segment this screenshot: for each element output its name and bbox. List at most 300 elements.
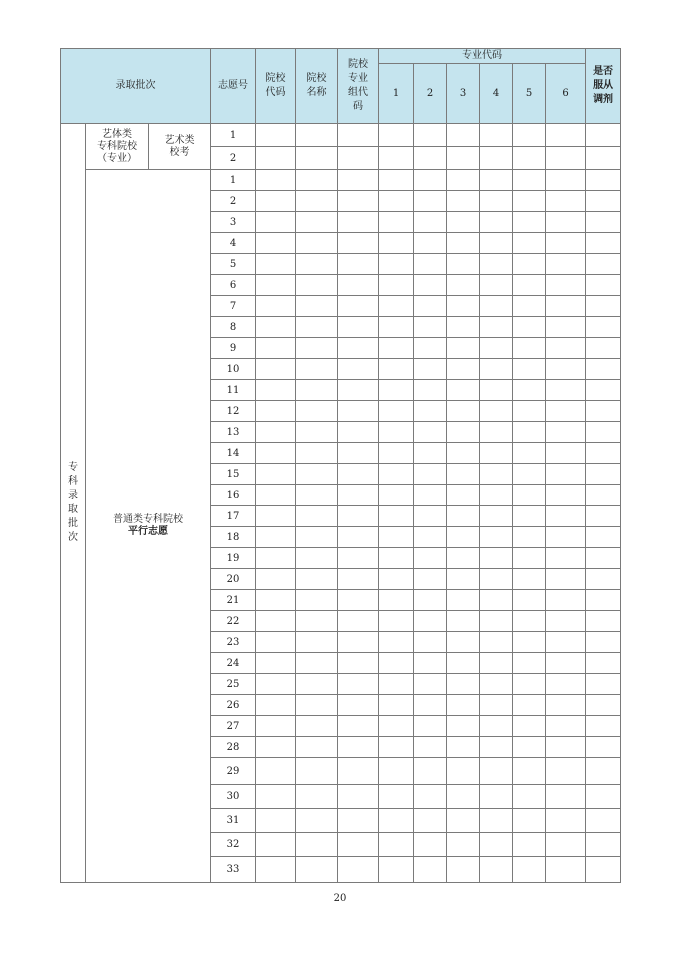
- entry-cell[interactable]: [414, 833, 447, 857]
- entry-cell[interactable]: [447, 716, 480, 737]
- entry-cell[interactable]: [447, 569, 480, 590]
- entry-cell[interactable]: [256, 359, 296, 380]
- entry-cell[interactable]: [447, 632, 480, 653]
- entry-cell[interactable]: [414, 632, 447, 653]
- entry-cell[interactable]: [414, 716, 447, 737]
- entry-cell[interactable]: [338, 170, 379, 191]
- entry-cell[interactable]: [586, 422, 621, 443]
- entry-cell[interactable]: [586, 147, 621, 170]
- entry-cell[interactable]: [513, 464, 546, 485]
- entry-cell[interactable]: [338, 464, 379, 485]
- entry-cell[interactable]: [414, 380, 447, 401]
- entry-cell[interactable]: [338, 338, 379, 359]
- entry-cell[interactable]: [447, 548, 480, 569]
- entry-cell[interactable]: [546, 506, 586, 527]
- entry-cell[interactable]: [513, 401, 546, 422]
- entry-cell[interactable]: [414, 191, 447, 212]
- entry-cell[interactable]: [513, 296, 546, 317]
- entry-cell[interactable]: [480, 674, 513, 695]
- entry-cell[interactable]: [586, 674, 621, 695]
- entry-cell[interactable]: [546, 254, 586, 275]
- entry-cell[interactable]: [546, 191, 586, 212]
- entry-cell[interactable]: [379, 170, 414, 191]
- entry-cell[interactable]: [480, 785, 513, 809]
- entry-cell[interactable]: [414, 422, 447, 443]
- entry-cell[interactable]: [480, 191, 513, 212]
- entry-cell[interactable]: [379, 506, 414, 527]
- entry-cell[interactable]: [338, 401, 379, 422]
- entry-cell[interactable]: [546, 833, 586, 857]
- entry-cell[interactable]: [447, 443, 480, 464]
- entry-cell[interactable]: [513, 695, 546, 716]
- entry-cell[interactable]: [338, 212, 379, 233]
- entry-cell[interactable]: [296, 506, 338, 527]
- entry-cell[interactable]: [447, 809, 480, 833]
- entry-cell[interactable]: [513, 611, 546, 632]
- entry-cell[interactable]: [256, 758, 296, 785]
- entry-cell[interactable]: [338, 275, 379, 296]
- entry-cell[interactable]: [379, 590, 414, 611]
- entry-cell[interactable]: [296, 212, 338, 233]
- entry-cell[interactable]: [546, 611, 586, 632]
- entry-cell[interactable]: [296, 716, 338, 737]
- entry-cell[interactable]: [338, 785, 379, 809]
- entry-cell[interactable]: [296, 443, 338, 464]
- entry-cell[interactable]: [513, 443, 546, 464]
- entry-cell[interactable]: [296, 464, 338, 485]
- entry-cell[interactable]: [296, 674, 338, 695]
- entry-cell[interactable]: [379, 233, 414, 254]
- entry-cell[interactable]: [256, 212, 296, 233]
- entry-cell[interactable]: [414, 233, 447, 254]
- entry-cell[interactable]: [513, 506, 546, 527]
- entry-cell[interactable]: [447, 338, 480, 359]
- entry-cell[interactable]: [338, 809, 379, 833]
- entry-cell[interactable]: [546, 857, 586, 883]
- entry-cell[interactable]: [586, 695, 621, 716]
- entry-cell[interactable]: [447, 833, 480, 857]
- entry-cell[interactable]: [414, 674, 447, 695]
- entry-cell[interactable]: [513, 632, 546, 653]
- entry-cell[interactable]: [480, 809, 513, 833]
- entry-cell[interactable]: [379, 401, 414, 422]
- entry-cell[interactable]: [338, 737, 379, 758]
- entry-cell[interactable]: [546, 359, 586, 380]
- entry-cell[interactable]: [414, 548, 447, 569]
- entry-cell[interactable]: [414, 443, 447, 464]
- entry-cell[interactable]: [379, 857, 414, 883]
- entry-cell[interactable]: [513, 422, 546, 443]
- entry-cell[interactable]: [256, 737, 296, 758]
- entry-cell[interactable]: [480, 716, 513, 737]
- entry-cell[interactable]: [447, 124, 480, 147]
- entry-cell[interactable]: [256, 653, 296, 674]
- entry-cell[interactable]: [447, 359, 480, 380]
- entry-cell[interactable]: [256, 695, 296, 716]
- entry-cell[interactable]: [546, 401, 586, 422]
- entry-cell[interactable]: [586, 401, 621, 422]
- entry-cell[interactable]: [586, 170, 621, 191]
- entry-cell[interactable]: [586, 527, 621, 548]
- entry-cell[interactable]: [586, 124, 621, 147]
- entry-cell[interactable]: [379, 695, 414, 716]
- entry-cell[interactable]: [447, 653, 480, 674]
- entry-cell[interactable]: [586, 857, 621, 883]
- entry-cell[interactable]: [256, 485, 296, 506]
- entry-cell[interactable]: [513, 716, 546, 737]
- entry-cell[interactable]: [480, 338, 513, 359]
- entry-cell[interactable]: [414, 485, 447, 506]
- entry-cell[interactable]: [513, 170, 546, 191]
- entry-cell[interactable]: [338, 317, 379, 338]
- entry-cell[interactable]: [296, 809, 338, 833]
- entry-cell[interactable]: [546, 653, 586, 674]
- entry-cell[interactable]: [296, 233, 338, 254]
- entry-cell[interactable]: [546, 485, 586, 506]
- entry-cell[interactable]: [513, 212, 546, 233]
- entry-cell[interactable]: [480, 548, 513, 569]
- entry-cell[interactable]: [586, 632, 621, 653]
- entry-cell[interactable]: [379, 548, 414, 569]
- entry-cell[interactable]: [256, 833, 296, 857]
- entry-cell[interactable]: [447, 296, 480, 317]
- entry-cell[interactable]: [513, 485, 546, 506]
- entry-cell[interactable]: [296, 338, 338, 359]
- entry-cell[interactable]: [586, 443, 621, 464]
- entry-cell[interactable]: [513, 275, 546, 296]
- entry-cell[interactable]: [480, 275, 513, 296]
- entry-cell[interactable]: [338, 590, 379, 611]
- entry-cell[interactable]: [546, 124, 586, 147]
- entry-cell[interactable]: [296, 785, 338, 809]
- entry-cell[interactable]: [513, 857, 546, 883]
- entry-cell[interactable]: [586, 464, 621, 485]
- entry-cell[interactable]: [379, 124, 414, 147]
- entry-cell[interactable]: [256, 422, 296, 443]
- entry-cell[interactable]: [480, 296, 513, 317]
- entry-cell[interactable]: [513, 359, 546, 380]
- entry-cell[interactable]: [414, 590, 447, 611]
- entry-cell[interactable]: [379, 464, 414, 485]
- entry-cell[interactable]: [480, 857, 513, 883]
- entry-cell[interactable]: [480, 359, 513, 380]
- entry-cell[interactable]: [546, 443, 586, 464]
- entry-cell[interactable]: [379, 422, 414, 443]
- entry-cell[interactable]: [256, 317, 296, 338]
- entry-cell[interactable]: [546, 758, 586, 785]
- entry-cell[interactable]: [414, 338, 447, 359]
- entry-cell[interactable]: [338, 632, 379, 653]
- entry-cell[interactable]: [586, 296, 621, 317]
- entry-cell[interactable]: [586, 716, 621, 737]
- entry-cell[interactable]: [338, 124, 379, 147]
- entry-cell[interactable]: [586, 785, 621, 809]
- entry-cell[interactable]: [513, 809, 546, 833]
- entry-cell[interactable]: [379, 785, 414, 809]
- entry-cell[interactable]: [256, 401, 296, 422]
- entry-cell[interactable]: [546, 422, 586, 443]
- entry-cell[interactable]: [546, 569, 586, 590]
- entry-cell[interactable]: [256, 527, 296, 548]
- entry-cell[interactable]: [414, 212, 447, 233]
- entry-cell[interactable]: [414, 695, 447, 716]
- entry-cell[interactable]: [414, 857, 447, 883]
- entry-cell[interactable]: [447, 317, 480, 338]
- entry-cell[interactable]: [546, 296, 586, 317]
- entry-cell[interactable]: [379, 317, 414, 338]
- entry-cell[interactable]: [513, 758, 546, 785]
- entry-cell[interactable]: [414, 401, 447, 422]
- entry-cell[interactable]: [586, 758, 621, 785]
- entry-cell[interactable]: [480, 124, 513, 147]
- entry-cell[interactable]: [379, 569, 414, 590]
- entry-cell[interactable]: [586, 317, 621, 338]
- entry-cell[interactable]: [338, 485, 379, 506]
- entry-cell[interactable]: [338, 254, 379, 275]
- entry-cell[interactable]: [379, 611, 414, 632]
- entry-cell[interactable]: [546, 785, 586, 809]
- entry-cell[interactable]: [447, 401, 480, 422]
- entry-cell[interactable]: [338, 548, 379, 569]
- entry-cell[interactable]: [480, 401, 513, 422]
- entry-cell[interactable]: [379, 359, 414, 380]
- entry-cell[interactable]: [296, 254, 338, 275]
- entry-cell[interactable]: [480, 380, 513, 401]
- entry-cell[interactable]: [447, 275, 480, 296]
- entry-cell[interactable]: [447, 527, 480, 548]
- entry-cell[interactable]: [546, 695, 586, 716]
- entry-cell[interactable]: [256, 674, 296, 695]
- entry-cell[interactable]: [480, 170, 513, 191]
- entry-cell[interactable]: [379, 809, 414, 833]
- entry-cell[interactable]: [586, 485, 621, 506]
- entry-cell[interactable]: [586, 548, 621, 569]
- entry-cell[interactable]: [447, 785, 480, 809]
- entry-cell[interactable]: [414, 785, 447, 809]
- entry-cell[interactable]: [379, 380, 414, 401]
- entry-cell[interactable]: [414, 737, 447, 758]
- entry-cell[interactable]: [480, 611, 513, 632]
- entry-cell[interactable]: [480, 632, 513, 653]
- entry-cell[interactable]: [513, 147, 546, 170]
- entry-cell[interactable]: [513, 590, 546, 611]
- entry-cell[interactable]: [513, 191, 546, 212]
- entry-cell[interactable]: [447, 422, 480, 443]
- entry-cell[interactable]: [379, 674, 414, 695]
- entry-cell[interactable]: [256, 233, 296, 254]
- entry-cell[interactable]: [480, 212, 513, 233]
- entry-cell[interactable]: [379, 833, 414, 857]
- entry-cell[interactable]: [414, 653, 447, 674]
- entry-cell[interactable]: [546, 464, 586, 485]
- entry-cell[interactable]: [447, 147, 480, 170]
- entry-cell[interactable]: [447, 212, 480, 233]
- entry-cell[interactable]: [296, 170, 338, 191]
- entry-cell[interactable]: [296, 147, 338, 170]
- entry-cell[interactable]: [414, 317, 447, 338]
- entry-cell[interactable]: [480, 737, 513, 758]
- entry-cell[interactable]: [379, 653, 414, 674]
- entry-cell[interactable]: [379, 632, 414, 653]
- entry-cell[interactable]: [480, 653, 513, 674]
- entry-cell[interactable]: [296, 317, 338, 338]
- entry-cell[interactable]: [379, 191, 414, 212]
- entry-cell[interactable]: [546, 233, 586, 254]
- entry-cell[interactable]: [546, 317, 586, 338]
- entry-cell[interactable]: [296, 632, 338, 653]
- entry-cell[interactable]: [586, 737, 621, 758]
- entry-cell[interactable]: [586, 338, 621, 359]
- entry-cell[interactable]: [296, 695, 338, 716]
- entry-cell[interactable]: [546, 380, 586, 401]
- entry-cell[interactable]: [296, 527, 338, 548]
- entry-cell[interactable]: [296, 737, 338, 758]
- entry-cell[interactable]: [447, 380, 480, 401]
- entry-cell[interactable]: [447, 191, 480, 212]
- entry-cell[interactable]: [256, 170, 296, 191]
- entry-cell[interactable]: [296, 485, 338, 506]
- entry-cell[interactable]: [586, 254, 621, 275]
- entry-cell[interactable]: [586, 191, 621, 212]
- entry-cell[interactable]: [513, 785, 546, 809]
- entry-cell[interactable]: [256, 254, 296, 275]
- entry-cell[interactable]: [546, 590, 586, 611]
- entry-cell[interactable]: [546, 527, 586, 548]
- entry-cell[interactable]: [256, 857, 296, 883]
- entry-cell[interactable]: [296, 191, 338, 212]
- entry-cell[interactable]: [338, 653, 379, 674]
- entry-cell[interactable]: [480, 485, 513, 506]
- entry-cell[interactable]: [546, 212, 586, 233]
- entry-cell[interactable]: [480, 317, 513, 338]
- entry-cell[interactable]: [256, 611, 296, 632]
- entry-cell[interactable]: [379, 275, 414, 296]
- entry-cell[interactable]: [296, 611, 338, 632]
- entry-cell[interactable]: [338, 506, 379, 527]
- entry-cell[interactable]: [379, 254, 414, 275]
- entry-cell[interactable]: [546, 809, 586, 833]
- entry-cell[interactable]: [379, 338, 414, 359]
- entry-cell[interactable]: [447, 611, 480, 632]
- entry-cell[interactable]: [447, 233, 480, 254]
- entry-cell[interactable]: [379, 716, 414, 737]
- entry-cell[interactable]: [513, 653, 546, 674]
- entry-cell[interactable]: [296, 833, 338, 857]
- entry-cell[interactable]: [338, 191, 379, 212]
- entry-cell[interactable]: [296, 857, 338, 883]
- entry-cell[interactable]: [546, 338, 586, 359]
- entry-cell[interactable]: [513, 569, 546, 590]
- entry-cell[interactable]: [480, 422, 513, 443]
- entry-cell[interactable]: [513, 317, 546, 338]
- entry-cell[interactable]: [338, 758, 379, 785]
- entry-cell[interactable]: [338, 857, 379, 883]
- entry-cell[interactable]: [480, 527, 513, 548]
- entry-cell[interactable]: [480, 443, 513, 464]
- entry-cell[interactable]: [338, 443, 379, 464]
- entry-cell[interactable]: [546, 674, 586, 695]
- entry-cell[interactable]: [546, 548, 586, 569]
- entry-cell[interactable]: [256, 716, 296, 737]
- entry-cell[interactable]: [513, 548, 546, 569]
- entry-cell[interactable]: [379, 485, 414, 506]
- entry-cell[interactable]: [379, 527, 414, 548]
- entry-cell[interactable]: [546, 737, 586, 758]
- entry-cell[interactable]: [447, 695, 480, 716]
- entry-cell[interactable]: [296, 275, 338, 296]
- entry-cell[interactable]: [256, 443, 296, 464]
- entry-cell[interactable]: [480, 590, 513, 611]
- entry-cell[interactable]: [513, 527, 546, 548]
- entry-cell[interactable]: [414, 758, 447, 785]
- entry-cell[interactable]: [256, 590, 296, 611]
- entry-cell[interactable]: [256, 296, 296, 317]
- entry-cell[interactable]: [338, 527, 379, 548]
- entry-cell[interactable]: [338, 611, 379, 632]
- entry-cell[interactable]: [256, 338, 296, 359]
- entry-cell[interactable]: [379, 758, 414, 785]
- entry-cell[interactable]: [338, 716, 379, 737]
- entry-cell[interactable]: [256, 809, 296, 833]
- entry-cell[interactable]: [256, 275, 296, 296]
- entry-cell[interactable]: [414, 527, 447, 548]
- entry-cell[interactable]: [480, 833, 513, 857]
- entry-cell[interactable]: [414, 296, 447, 317]
- entry-cell[interactable]: [256, 569, 296, 590]
- entry-cell[interactable]: [546, 716, 586, 737]
- entry-cell[interactable]: [447, 506, 480, 527]
- entry-cell[interactable]: [480, 758, 513, 785]
- entry-cell[interactable]: [414, 506, 447, 527]
- entry-cell[interactable]: [480, 254, 513, 275]
- entry-cell[interactable]: [256, 548, 296, 569]
- entry-cell[interactable]: [338, 359, 379, 380]
- entry-cell[interactable]: [447, 674, 480, 695]
- entry-cell[interactable]: [256, 191, 296, 212]
- entry-cell[interactable]: [414, 170, 447, 191]
- entry-cell[interactable]: [256, 124, 296, 147]
- entry-cell[interactable]: [586, 233, 621, 254]
- entry-cell[interactable]: [296, 380, 338, 401]
- entry-cell[interactable]: [546, 147, 586, 170]
- entry-cell[interactable]: [256, 632, 296, 653]
- entry-cell[interactable]: [447, 254, 480, 275]
- entry-cell[interactable]: [480, 233, 513, 254]
- entry-cell[interactable]: [379, 737, 414, 758]
- entry-cell[interactable]: [447, 857, 480, 883]
- entry-cell[interactable]: [447, 737, 480, 758]
- entry-cell[interactable]: [256, 506, 296, 527]
- entry-cell[interactable]: [546, 632, 586, 653]
- entry-cell[interactable]: [379, 147, 414, 170]
- entry-cell[interactable]: [513, 674, 546, 695]
- entry-cell[interactable]: [338, 296, 379, 317]
- entry-cell[interactable]: [513, 233, 546, 254]
- entry-cell[interactable]: [513, 833, 546, 857]
- entry-cell[interactable]: [296, 124, 338, 147]
- entry-cell[interactable]: [296, 359, 338, 380]
- entry-cell[interactable]: [586, 809, 621, 833]
- entry-cell[interactable]: [447, 464, 480, 485]
- entry-cell[interactable]: [480, 506, 513, 527]
- entry-cell[interactable]: [296, 569, 338, 590]
- entry-cell[interactable]: [414, 464, 447, 485]
- entry-cell[interactable]: [513, 124, 546, 147]
- entry-cell[interactable]: [414, 254, 447, 275]
- entry-cell[interactable]: [338, 380, 379, 401]
- entry-cell[interactable]: [513, 380, 546, 401]
- entry-cell[interactable]: [586, 590, 621, 611]
